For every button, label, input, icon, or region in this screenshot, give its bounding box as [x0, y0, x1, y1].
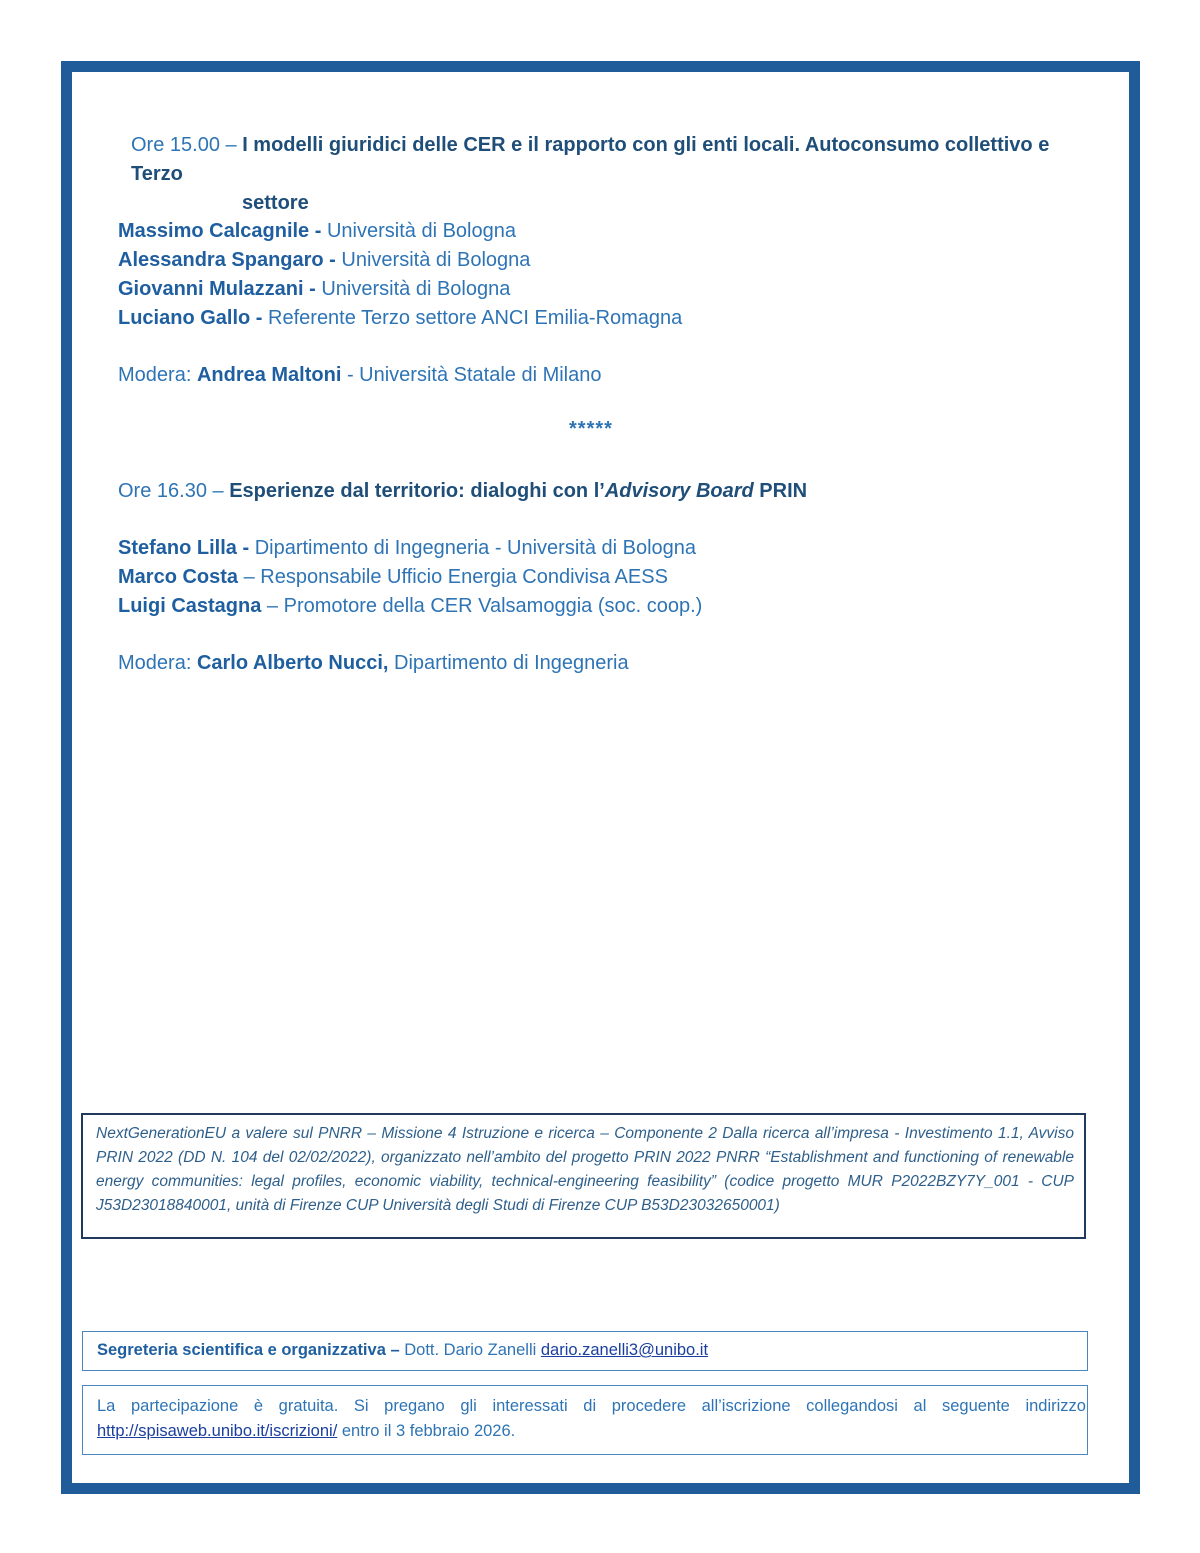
speaker-affiliation: Referente Terzo settore ANCI Emilia-Romagna — [268, 307, 683, 329]
speaker-row — [118, 275, 682, 304]
speaker-name: Alessandra Spangaro — [118, 249, 324, 271]
session2-title-part1: Esperienze dal territorio: dialoghi con l’ — [229, 480, 605, 502]
speaker-sep: – — [238, 566, 261, 588]
speaker-affiliation: Università di Bologna — [341, 249, 531, 271]
speaker-affiliation: Università di Bologna — [326, 220, 516, 242]
session1-heading — [131, 131, 1091, 218]
session1-moderator — [118, 361, 602, 390]
speaker-row — [118, 563, 702, 592]
registration-box — [82, 1385, 1088, 1455]
session2-title-italic: Advisory Board — [604, 480, 754, 502]
speaker-name: Luciano Gallo — [118, 307, 251, 329]
session2-time: Ore 16.30 – — [118, 480, 230, 502]
moderator-name: Andrea Maltoni — [196, 364, 342, 386]
section-separator: ***** — [569, 418, 613, 440]
speaker-affiliation: Promotore della CER Valsamoggia (soc. coop.) — [283, 595, 703, 617]
registration-link[interactable]: http://spisaweb.unibo.it/iscrizioni/ — [97, 1422, 338, 1440]
session1-title-line2: settore — [242, 192, 309, 214]
speaker-row — [118, 592, 702, 621]
speaker-sep: - — [323, 249, 342, 271]
speaker-row — [118, 534, 702, 563]
speaker-sep: – — [261, 595, 284, 617]
funding-notice: NextGenerationEU a valere sul PNRR – Missione 4 Istruzione e ricerca – Componente 2 Dalla ricerca all’impresa - Investimento 1.1, Avviso PRIN 2022 (DD N. 104 del 02/02/2022), organizzato nell’ambito del progetto PRIN 2022 PNRR “Establishment and functioning of renewable energy communities: legal profiles, economic viability, technical-engineering feasibility” (codice progetto MUR P2022BZY7Y_001 - CUP J53D23018840001, unità di Firenze CUP Università degli Studi di Firenze CUP B53D23032650001) — [81, 1113, 1086, 1239]
moderator-label: Modera: — [118, 652, 197, 674]
speaker-affiliation: Dipartimento di Ingegneria - Università di Bologna — [254, 537, 697, 559]
speaker-sep: - — [309, 220, 327, 242]
speaker-name: Stefano Lilla — [118, 537, 237, 559]
speaker-affiliation: Responsabile Ufficio Energia Condivisa AESS — [260, 566, 668, 588]
speaker-name: Giovanni Mulazzani — [118, 278, 304, 300]
session2-title-part2: PRIN — [753, 480, 808, 502]
speaker-affiliation: Università di Bologna — [321, 278, 511, 300]
speaker-name: Marco Costa — [118, 566, 239, 588]
session1-speakers — [118, 217, 682, 333]
speaker-row — [118, 217, 682, 246]
secretary-email-link[interactable]: dario.zanelli3@unibo.it — [540, 1341, 709, 1359]
speaker-sep: - — [236, 537, 255, 559]
secretary-box — [82, 1331, 1088, 1371]
session2-moderator — [118, 649, 629, 678]
secretary-label: Segreteria scientifica e organizzativa – — [97, 1341, 400, 1359]
speaker-name: Luigi Castagna — [118, 595, 262, 617]
speaker-sep: - — [303, 278, 322, 300]
moderator-affiliation: Dipartimento di Ingegneria — [388, 652, 629, 674]
moderator-label: Modera: — [118, 364, 197, 386]
registration-text: La partecipazione è gratuita. Si pregano gli interessati di procedere all’iscrizione collegandosi al seguente indirizzo — [97, 1397, 1086, 1415]
secretary-person: Dott. Dario Zanelli — [399, 1341, 541, 1359]
session2-heading — [118, 477, 807, 506]
moderator-affiliation: - Università Statale di Milano — [341, 364, 602, 386]
moderator-name: Carlo Alberto Nucci, — [196, 652, 389, 674]
registration-deadline: entro il 3 febbraio 2026. — [337, 1422, 516, 1440]
speaker-sep: - — [250, 307, 269, 329]
session1-title-line1: I modelli giuridici delle CER e il rapporto con gli enti locali. Autoconsumo collettivo e Terzo — [131, 134, 1050, 185]
speaker-row — [118, 246, 682, 275]
session1-time: Ore 15.00 – — [131, 134, 237, 156]
speaker-row — [118, 304, 682, 333]
session2-speakers — [118, 534, 702, 621]
speaker-name: Massimo Calcagnile — [118, 220, 310, 242]
